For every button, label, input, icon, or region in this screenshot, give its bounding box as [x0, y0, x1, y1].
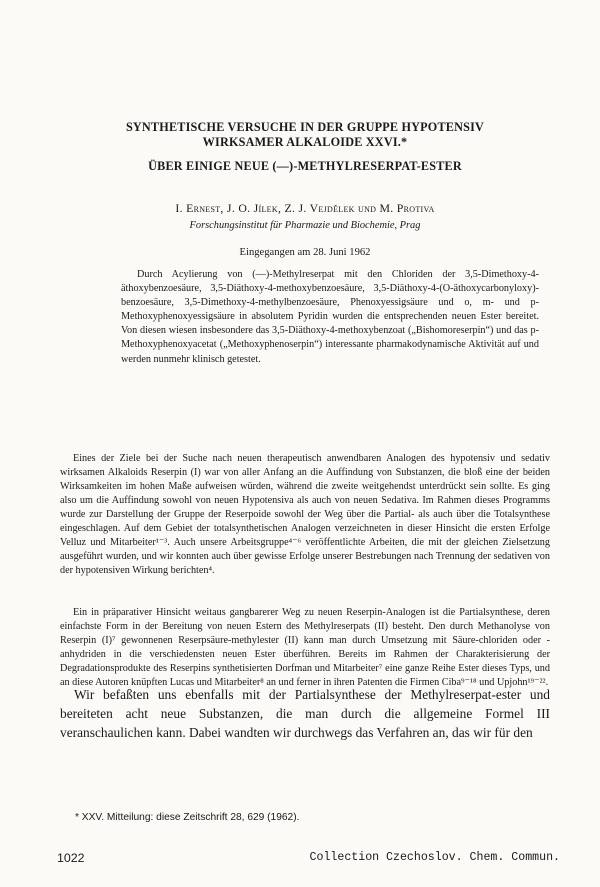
title-line-1: SYNTHETISCHE VERSUCHE IN DER GRUPPE HYPOTENSIV — [125, 120, 485, 134]
abstract: Durch Acylierung von (—)-Methylreserpat mit den Chloriden der 3,5-Dimethoxy-4-äthoxybenzoesäure, 3,5-Diäthoxy-4-methoxybenzoesäure, 3,5-Diäthoxy-4-(O-äthoxycarbonyloxy)-benzoesäure, 3,5-Dimethoxy-4-methylbenzoesäure, Phenoxyessigsäure und o, m- und p-Methoxyphenoxyessigsäure in absolutem Pyridin wurden die entsprechenden neuen Ester bereitet. Von diesen wiesen insbesondere das 3,5-Diäthoxy-4-methoxybenzoat („Bishomoreserpin“) und das p-Methoxyphenoxyacetat („Methoxyphenoserpin“) interessante pharmakodynamische Aktivität auf und werden nunmehr klinisch getestet. — [121, 269, 539, 365]
paragraph-3: Wir befaßten uns ebenfalls mit der Partialsynthese der Methylreserpat-ester und bereiteten acht neue Substanzen, die man durch die allgemeine Formel III veranschaulichen kann. Dabei wandten wir durchwegs das Verfahren an, das wir für den — [60, 687, 550, 741]
authors: I. Ernest, J. O. Jílek, Z. J. Vejdělek und M. Protiva — [175, 201, 435, 215]
journal-name: Collection Czechoslov. Chem. Commun. — [309, 851, 560, 864]
footnote: * XXV. Mitteilung: diese Zeitschrift 28, 629 (1962). — [75, 812, 300, 823]
paragraph-1: Eines der Ziele bei der Suche nach neuen therapeutisch anwendbaren Analogen des hypotensiv und sedativ wirksamen Alkaloids Reserpin (I) war von aller Anfang an die Auffindung von Substanzen, die bloß eine der beiden Wirksamkeiten im hohen Maße aufweisen würden, während die zweite weitgehendst unterdrückt sein sollte. Es ging also um die Auffindung sowohl von neuen Hypotensiva als auch von neuen Sedativa. Im Rahmen dieses Programms wurde zur Darstellung der Gruppe der Reserpoide sowohl der Weg über die Partial- als auch über die Totalsynthese eingeschlagen. Auf dem Gebiet der totalsynthetischen Analogen verzeichneten in dieser Hinsicht die ersten Erfolge Velluz und Mitarbeiter¹⁻³. Auch unsere Arbeitsgruppe⁴⁻⁶ veröffentlichte Arbeiten, die mit der gleichen Zielsetzung ausgeführt wurden, und wir konnten auch über gewisse Erfolge unserer Bestrebungen nach Trennung der sedativen von der hypotensiven Wirkung berichten⁴. — [60, 453, 550, 576]
subtitle: ÜBER EINIGE NEUE (—)-METHYLRESERPAT-ESTER — [148, 159, 462, 173]
paragraph-2: Ein in präparativer Hinsicht weitaus gangbarerer Weg zu neuen Reserpin-Analogen ist die Partialsynthese, deren einfachste Form in der Bereitung von neuen Estern des Methylreserpats (II) besteht. Den durch Methanolyse von Reserpin (I)⁷ gewonnenen Reserpsäure-methylester (II) kann man durch Umsetzung mit Säure-chloriden oder -anhydriden in die verschiedensten neuen Ester überführen. Bereits im Rahmen der Charakterisierung der Degradationsprodukte des Reserpins synthetisierten Dorfman und Mitarbeiter⁷ eine ganze Reihe Ester dieses Typs, und an diese Autoren knüpften Lucas und Mitarbeiter⁸ an und ferner in ihren Patenten die Firmen Ciba⁹⁻¹⁸ und Upjohn¹⁹⁻²². — [60, 607, 550, 688]
received-date: Eingegangen am 28. Juni 1962 — [239, 247, 371, 258]
title-line-2: WIRKSAMER ALKALOIDE XXVI.* — [202, 135, 408, 149]
page-number: 1022 — [57, 851, 85, 865]
institution: Forschungsinstitut für Pharmazie und Biochemie, Prag — [189, 220, 421, 231]
title-block — [60, 120, 550, 174]
